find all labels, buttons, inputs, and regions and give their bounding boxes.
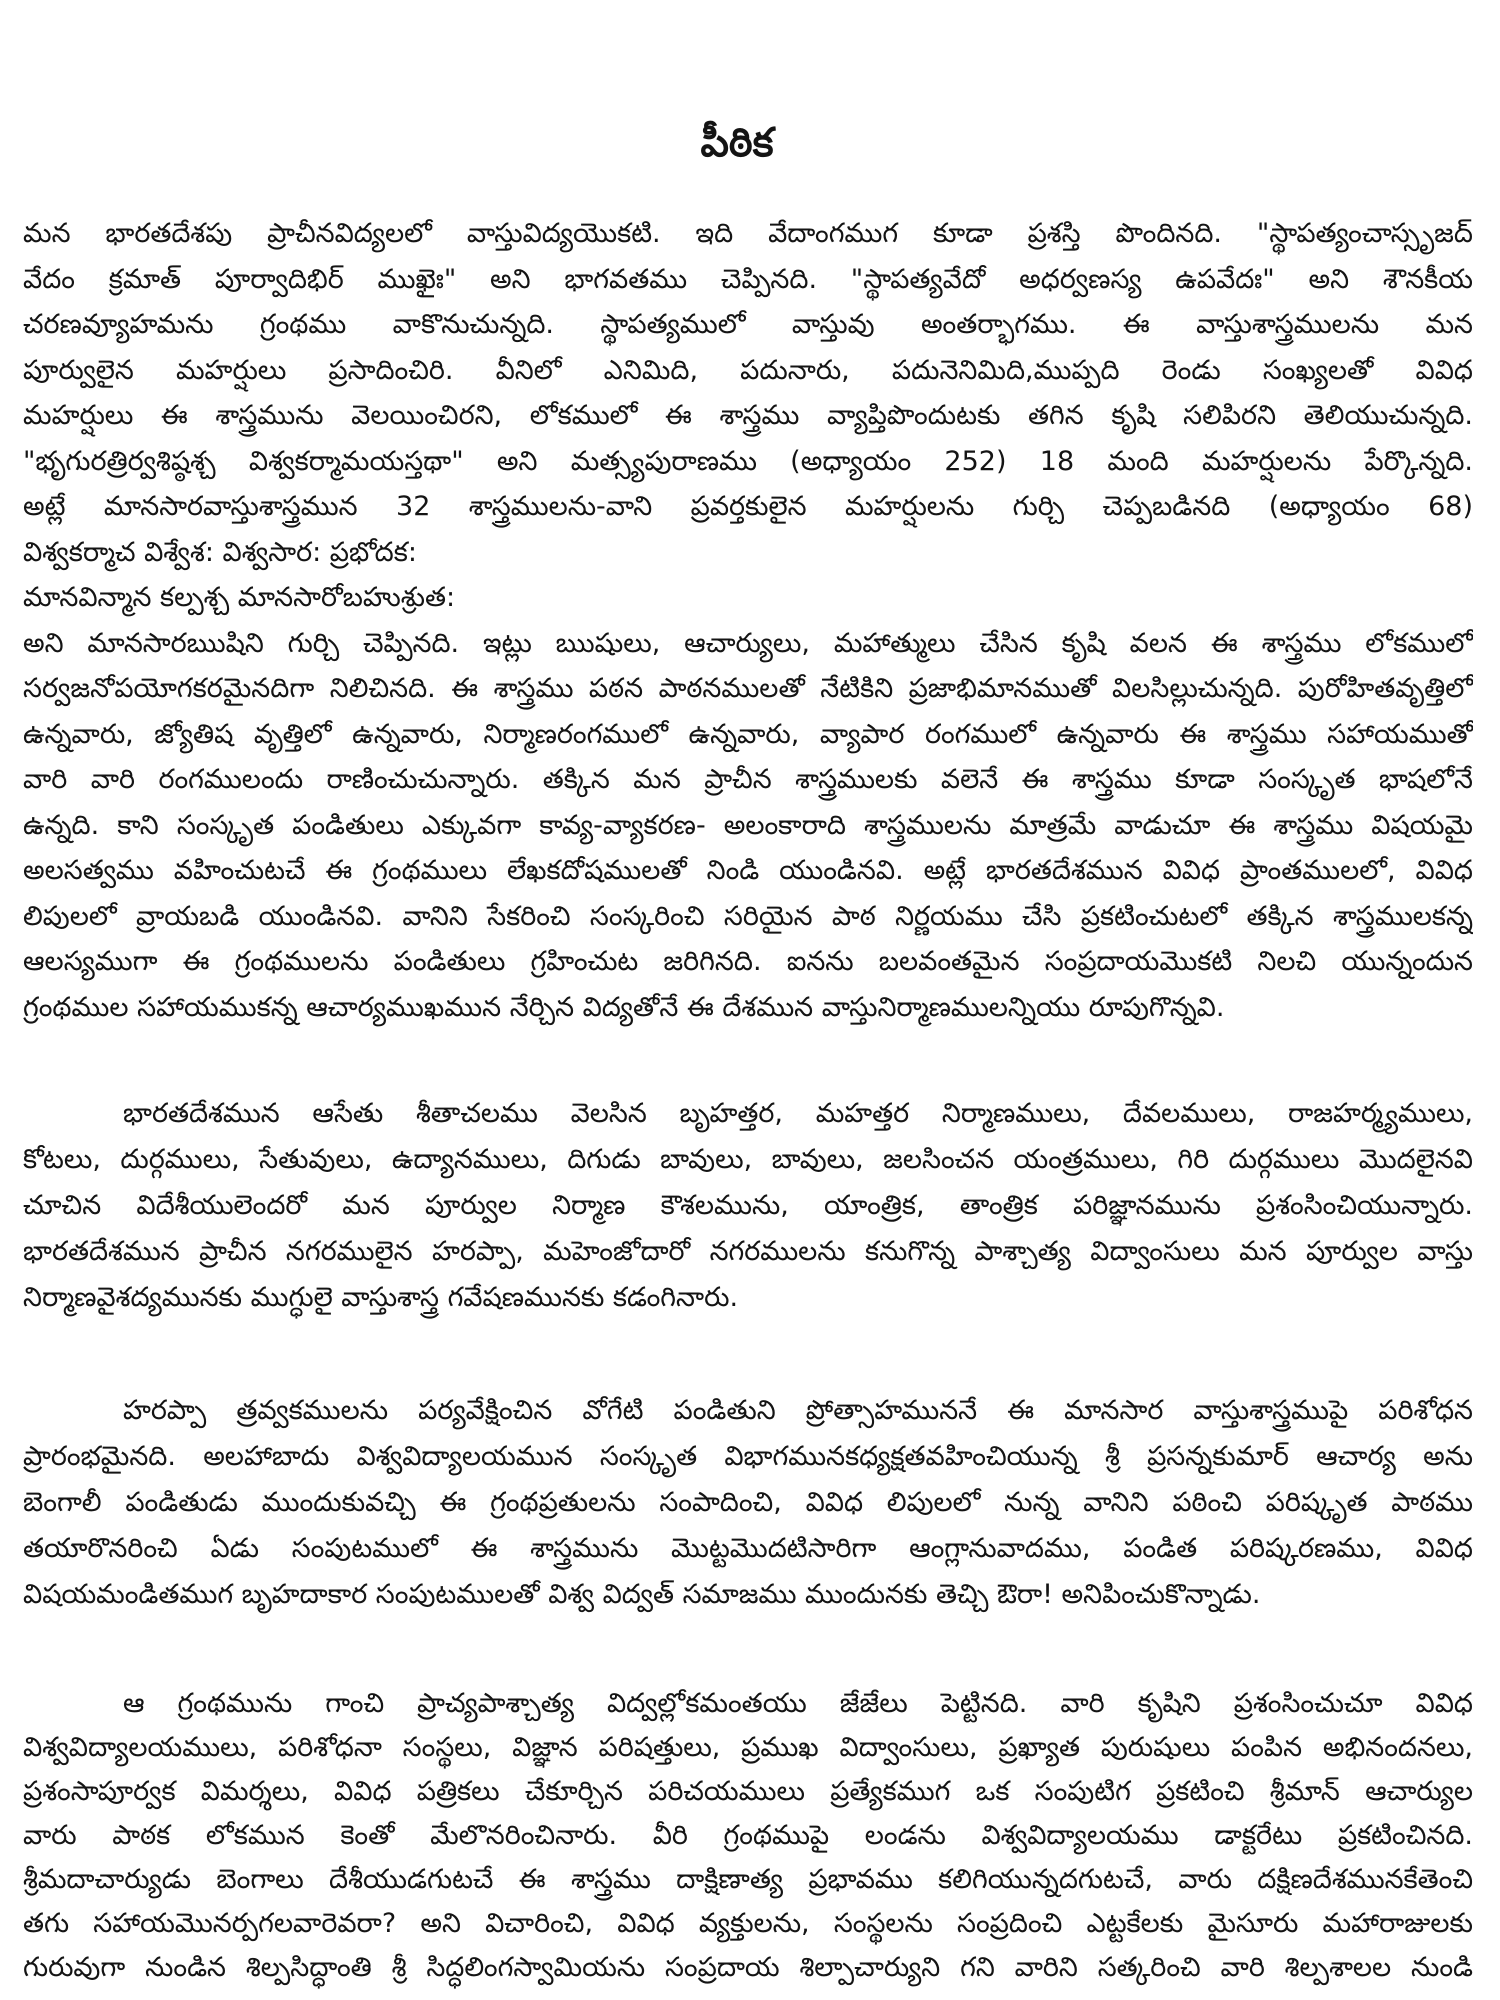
text-line: వేదం క్రమాత్ పూర్వాదిభిర్ ముఖైః" అని భాగవతము చెప్పినది. "స్థాపత్యవేదో అధర్వణస్య ఉపవేదః" అని శౌనకీయ — [23, 263, 1473, 295]
text-line: విశ్వవిద్యాలయములు, పరిశోధనా సంస్థలు, విజ్ఞాన పరిషత్తులు, ప్రముఖ విద్వాంసులు, ప్రఖ్యాత పురుషులు పంపిన అభినందనలు, — [23, 1732, 1473, 1763]
text-line: అని మానసారఋషిని గుర్చి చెప్పినది. ఇట్లు ఋషులు, ఆచార్యులు, మహాత్ములు చేసిన కృషి వలన ఈ శాస్త్రము లోకములో — [23, 627, 1473, 659]
text-line: చూచిన విదేశీయులెందరో మన పూర్వుల నిర్మాణ కౌశలమును, యాంత్రిక, తాంత్రిక పరిజ్ఞానమును ప్రశంసించియున్నారు. — [23, 1190, 1473, 1221]
text-line: శ్రీమదాచార్యుడు బెంగాలు దేశీయుడగుటచే ఈ శాస్త్రము దాక్షిణాత్య ప్రభావము కలిగియున్నదగుటచే, వారు దక్షిణదేశమునకేతెంచి — [23, 1864, 1473, 1895]
text-line: వారు పాఠక లోకమున కెంతో మేలొనరించినారు. వీరి గ్రంథముపై లండను విశ్వవిద్యాలయము డాక్టరేటు ప్రకటించినది. — [23, 1820, 1473, 1851]
text-line: సర్వజనోపయోగకరమైనదిగా నిలిచినది. ఈ శాస్త్రము పఠన పాఠనములతో నేటికిని ప్రజాభిమానముతో విలసిల్లుచున్నది. పురోహితవృత్తిలో — [23, 673, 1473, 704]
text-line: మహర్షులు ఈ శాస్త్రమును వెలయించిరని, లోకములో ఈ శాస్త్రము వ్యాప్తిపొందుటకు తగిన కృషి సలిపిరని తెలియుచున్నది. — [23, 400, 1473, 431]
paragraph-2 — [23, 1091, 1473, 1321]
text-line: కోటలు, దుర్గములు, సేతువులు, ఉద్యానములు, దిగుడు బావులు, బావులు, జలసించన యంత్రములు, గిరి దుర్గములు మొదలైనవి — [23, 1144, 1473, 1175]
text-line: ఉన్నది. కాని సంస్కృత పండితులు ఎక్కువగా కావ్య-వ్యాకరణ- అలంకారాది శాస్త్రములను మాత్రమే వాడుచూ ఈ శాస్త్రము విషయమై — [23, 809, 1473, 841]
text-line: ఉన్నవారు, జ్యోతిష వృత్తిలో ఉన్నవారు, నిర్మాణరంగములో ఉన్నవారు, వ్యాపార రంగములో ఉన్నవారు ఈ శాస్త్రము సహాయముతో — [23, 718, 1473, 750]
paragraph-1 — [23, 211, 1473, 1030]
text-line: వారి వారి రంగములందు రాణించుచున్నారు. తక్కిన మన ప్రాచీన శాస్త్రములకు వలెనే ఈ శాస్త్రము కూడా సంస్కృత భాషలోనే — [23, 764, 1473, 795]
text-line: అట్లే మానసారవాస్తుశాస్త్రమున 32 శాస్త్రములను-వాని ప్రవర్తకులైన మహర్షులను గుర్చి చెప్పబడినది (అధ్యాయం 68) — [23, 491, 1473, 522]
verse-line: విశ్వకర్మాచ విశ్వేశ: విశ్వసార: ప్రభోదక: — [23, 536, 417, 568]
text-line: భారతదేశమున ఆసేతు శీతాచలము వెలసిన బృహత్తర, మహత్తర నిర్మాణములు, దేవలములు, రాజహర్మ్యములు, — [123, 1098, 1473, 1129]
page-title: పీఠిక — [700, 120, 774, 166]
text-line: ప్రారంభమైనది. అలహాబాదు విశ్వవిద్యాలయమున సంస్కృత విభాగమునకధ్యక్షతవహించియున్న శ్రీ ప్రసన్నకుమార్ ఆచార్య అను — [23, 1441, 1473, 1472]
text-line: చరణవ్యూహమను గ్రంథము వాకొనుచున్నది. స్థాపత్యములో వాస్తువు అంతర్భాగము. ఈ వాస్తుశాస్త్రములను మన — [23, 309, 1473, 340]
text-line: భారతదేశమున ప్రాచీన నగరములైన హరప్పా, మహెంజోదారో నగరములను కనుగొన్న పాశ్చాత్య విద్వాంసులు మన పూర్వుల వాస్తు — [23, 1236, 1473, 1267]
paragraph-3 — [23, 1388, 1473, 1618]
paragraph-4 — [23, 1682, 1473, 1990]
text-line: మన భారతదేశపు ప్రాచీనవిద్యలలో వాస్తువిద్యయొకటి. ఇది వేదాంగముగ కూడా ప్రశస్తి పొందినది. "స్థాపత్యంచాస్సృజద్ — [23, 218, 1473, 249]
text-line: ఆ గ్రంథమును గాంచి ప్రాచ్యపాశ్చాత్య విద్వల్లోకమంతయు జేజేలు పెట్టినది. వారి కృషిని ప్రశంసించుచూ వివిధ — [123, 1688, 1473, 1719]
verse-line: మానవిన్మాన కల్పశ్చ మానసారోబహుశ్రుత: — [23, 582, 456, 613]
text-line: ఆలస్యముగా ఈ గ్రంథములను పండితులు గ్రహించుట జరిగినది. ఐనను బలవంతమైన సంప్రదాయమొకటి నిలచి యున్నందున — [23, 946, 1473, 977]
text-line: ప్రశంసాపూర్వక విమర్శలు, వివిధ పత్రికలు చేకూర్చిన పరిచయములు ప్రత్యేకముగ ఒక సంపుటిగ ప్రకటించి శ్రీమాన్ ఆచార్యుల — [23, 1776, 1473, 1807]
text-line: లిపులలో వ్రాయబడి యుండినవి. వానిని సేకరించి సంస్కరించి సరియైన పాఠ నిర్ణయము చేసి ప్రకటించుటలో తక్కిన శాస్త్రములకన్న — [23, 900, 1473, 932]
text-line: గురువుగా నుండిన శిల్పసిద్ధాంతి శ్రీ సిద్ధలింగస్వామియను సంప్రదాయ శిల్పాచార్యుని గని వారిని సత్కరించి వారి శిల్పశాలల నుండి — [23, 1952, 1473, 1983]
text-line: తగు సహాయమొనర్పగలవారెవరా? అని విచారించి, వివిధ వ్యక్తులను, సంస్థలను సంప్రదించి ఎట్టకేలకు మైసూరు మహారాజులకు — [23, 1908, 1473, 1939]
text-line: బెంగాలీ పండితుడు ముందుకువచ్చి ఈ గ్రంథప్రతులను సంపాదించి, వివిధ లిపులలో నున్న వానిని పఠించి పరిష్కృత పాఠము — [23, 1487, 1473, 1518]
text-line: నిర్మాణవైశద్యమునకు ముగ్ధులై వాస్తుశాస్త్ర గవేషణమునకు కడంగినారు. — [23, 1282, 739, 1313]
text-line: విషయమండితముగ బృహదాకార సంపుటములతో విశ్వ విద్వత్ సమాజము ముందునకు తెచ్చి ఔరా! అనిపించుకొన్నాడు. — [23, 1579, 1261, 1610]
text-line: "భృగురత్రిర్వశిష్ఠశ్చ విశ్వకర్మామయస్తథా" అని మత్స్యపురాణము (అధ్యాయం 252) 18 మంది మహర్షులను పేర్కొన్నది. — [23, 445, 1473, 477]
text-line: తయారొనరించి ఏడు సంపుటములో ఈ శాస్త్రమును మొట్టమొదటిసారిగా ఆంగ్లానువాదము, పండిత పరిష్కరణము, వివిధ — [23, 1533, 1473, 1564]
text-line: అలసత్వము వహించుటచే ఈ గ్రంథములు లేఖకదోషములతో నిండి యుండినవి. అట్లే భారతదేశమున వివిధ ప్రాంతములలో, వివిధ — [23, 855, 1473, 886]
text-line: గ్రంథముల సహాయముకన్న ఆచార్యముఖమున నేర్చిన విద్యతోనే ఈ దేశమున వాస్తునిర్మాణములన్నియు రూపుగొన్నవి. — [23, 991, 1225, 1023]
text-line: పూర్వులైన మహర్షులు ప్రసాదించిరి. వీనిలో ఎనిమిది, పదునారు, పదునెనిమిది,ముప్పది రెండు సంఖ్యలతో వివిధ — [23, 354, 1473, 386]
text-line: హరప్పా త్రవ్వకములను పర్యవేక్షించిన వోగేటి పండితుని ప్రోత్సాహముననే ఈ మానసార వాస్తుశాస్త్రముపై పరిశోధన — [123, 1395, 1473, 1426]
